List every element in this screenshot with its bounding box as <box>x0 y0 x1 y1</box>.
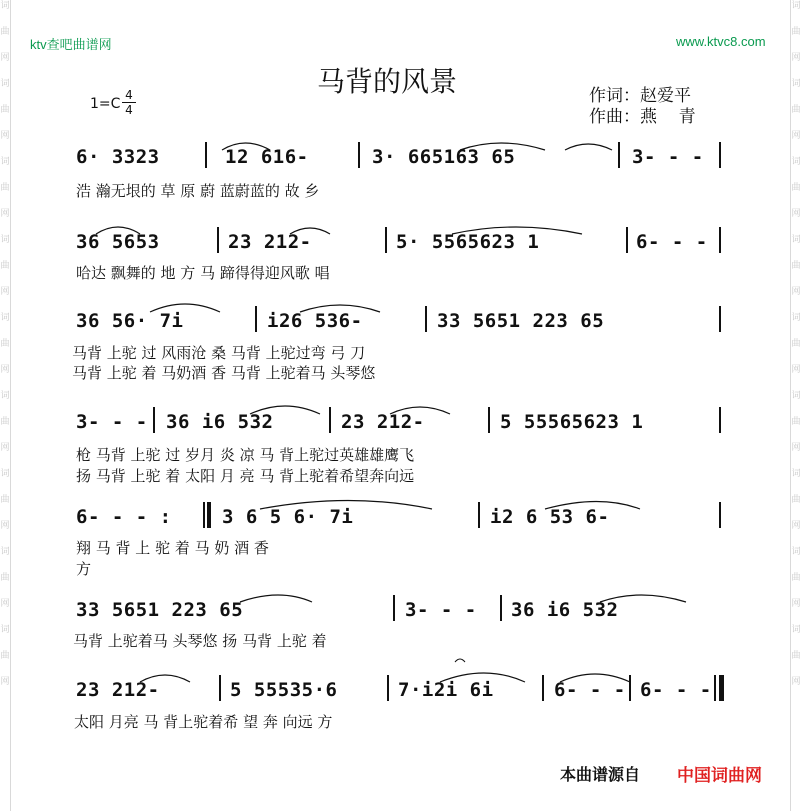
barline <box>719 502 721 528</box>
lyrics-r1: 浩 瀚无垠的 草 原 蔚 蓝蔚蓝的 故 乡 <box>76 182 320 200</box>
barline <box>719 142 721 168</box>
measure-r7-m2: 5 55535·6 <box>230 679 338 701</box>
measure-r1-m1: 6· 3323 <box>76 146 160 168</box>
side-char: 词 <box>791 1 801 11</box>
right-watermark-strip <box>790 0 801 811</box>
measure-r6-m2: 3- - - <box>405 599 477 621</box>
measure-r7-m4: 6- - - <box>554 679 626 701</box>
left-watermark-strip <box>0 0 11 811</box>
lyrics-r4-verse2: 扬 马背 上驼 着 太阳 月 亮 马 背上驼着希望奔向远 <box>76 467 415 485</box>
side-char: 词 <box>0 625 10 635</box>
side-char: 网 <box>0 677 10 687</box>
measure-r1-m2: 12 616- <box>225 146 309 168</box>
side-char: 网 <box>0 443 10 453</box>
lyricist: 作词：赵爱平 <box>589 86 691 106</box>
side-char: 曲 <box>0 183 10 193</box>
side-char: 词 <box>0 391 10 401</box>
time-bottom: 4 <box>125 103 133 117</box>
measure-r3-m3: 33 5651 223 65 <box>437 310 605 332</box>
barline <box>500 595 502 621</box>
measure-r1-m4: 3- - - <box>632 146 704 168</box>
credits <box>589 86 696 128</box>
slur <box>455 659 465 662</box>
measure-r3-m2: i26 536- <box>267 310 363 332</box>
side-char: 曲 <box>0 27 10 37</box>
side-char: 网 <box>791 131 801 141</box>
measure-r6-m1: 33 5651 223 65 <box>76 599 244 621</box>
time-top: 4 <box>125 88 133 102</box>
barline <box>626 227 628 253</box>
side-char: 曲 <box>0 261 10 271</box>
side-char: 网 <box>0 365 10 375</box>
measure-r7-m5: 6- - - <box>640 679 712 701</box>
barline <box>719 407 721 433</box>
side-char: 词 <box>791 625 801 635</box>
measure-r1-m3: 3· 665163 65 <box>372 146 516 168</box>
side-char: 词 <box>0 547 10 557</box>
side-char: 曲 <box>791 495 801 505</box>
composer: 作曲：燕 青 <box>589 107 696 127</box>
barline <box>153 407 155 433</box>
measure-r5-m2: 3 6 5 6· 7i <box>222 506 354 528</box>
barline <box>425 306 427 332</box>
side-char: 曲 <box>791 27 801 37</box>
footer-source-label: 本曲谱源自 <box>560 765 641 784</box>
side-char: 网 <box>791 287 801 297</box>
measure-r4-m3: 23 212- <box>341 411 425 433</box>
side-char: 网 <box>0 53 10 63</box>
time-signature <box>122 89 136 116</box>
measure-r2-m1: 36 5653 <box>76 231 160 253</box>
side-char: 词 <box>0 313 10 323</box>
side-char: 词 <box>791 547 801 557</box>
repeat-barline <box>203 502 205 528</box>
barline <box>219 675 221 701</box>
side-char: 词 <box>0 1 10 11</box>
side-char: 网 <box>791 209 801 219</box>
side-char: 网 <box>0 131 10 141</box>
side-char: 网 <box>791 599 801 609</box>
barline <box>629 675 631 701</box>
measure-r6-m3: 36 i6 532 <box>511 599 619 621</box>
barline <box>478 502 480 528</box>
slur <box>565 144 612 150</box>
side-char: 曲 <box>0 417 10 427</box>
lyrics-r2: 哈达 飘舞的 地 方 马 蹄得得迎风歌 唱 <box>76 264 330 282</box>
barline <box>329 407 331 433</box>
side-char: 词 <box>0 469 10 479</box>
barline <box>719 306 721 332</box>
final-barline-thin <box>714 675 716 701</box>
repeat-barline-thick <box>207 502 211 528</box>
site-link-left[interactable]: ktv查吧曲谱网 <box>30 37 112 52</box>
side-char: 曲 <box>791 105 801 115</box>
lyrics-r3-verse2: 马背 上驼 着 马奶酒 香 马背 上驼着马 头琴悠 <box>72 364 376 382</box>
side-char: 网 <box>0 521 10 531</box>
side-char: 网 <box>0 599 10 609</box>
slur <box>240 595 312 602</box>
final-barline-thick <box>719 675 724 701</box>
barline <box>217 227 219 253</box>
measure-r4-m2: 36 i6 532 <box>166 411 274 433</box>
barline <box>488 407 490 433</box>
barline <box>387 675 389 701</box>
barline <box>358 142 360 168</box>
measure-r5-m1: 6- - - : <box>76 506 172 528</box>
key-signature: 1=C <box>90 96 121 112</box>
site-link-right[interactable]: www.ktvc8.com <box>676 34 766 49</box>
side-char: 词 <box>791 391 801 401</box>
barline <box>205 142 207 168</box>
side-char: 曲 <box>0 339 10 349</box>
side-char: 词 <box>791 157 801 167</box>
measure-r5-m3: i2 6 53 6- <box>490 506 610 528</box>
measure-r7-m1: 23 212- <box>76 679 160 701</box>
side-char: 曲 <box>791 651 801 661</box>
side-char: 词 <box>791 79 801 89</box>
side-char: 网 <box>791 443 801 453</box>
side-char: 词 <box>0 235 10 245</box>
side-char: 网 <box>791 365 801 375</box>
lyrics-r4-verse1: 枪 马背 上驼 过 岁月 炎 凉 马 背上驼过英雄雄鹰飞 <box>76 446 415 464</box>
measure-r3-m1: 36 56· 7i <box>76 310 184 332</box>
side-char: 网 <box>791 53 801 63</box>
barline <box>542 675 544 701</box>
barline <box>385 227 387 253</box>
lyrics-r5-verse2: 方 <box>76 560 92 578</box>
barline <box>618 142 620 168</box>
lyrics-r6: 马背 上驼着马 头琴悠 扬 马背 上驼 着 <box>73 632 327 650</box>
side-char: 曲 <box>0 573 10 583</box>
side-char: 词 <box>0 79 10 89</box>
side-char: 词 <box>0 157 10 167</box>
measure-r7-m3: 7·i2i 6i <box>398 679 494 701</box>
side-char: 曲 <box>791 339 801 349</box>
measure-r2-m4: 6- - - <box>636 231 708 253</box>
measure-r2-m3: 5· 5565623 1 <box>396 231 540 253</box>
side-char: 网 <box>0 209 10 219</box>
song-title: 马背的风景 <box>317 65 458 98</box>
side-char: 曲 <box>791 183 801 193</box>
side-char: 曲 <box>0 495 10 505</box>
side-char: 词 <box>791 469 801 479</box>
side-char: 网 <box>791 677 801 687</box>
barline <box>719 227 721 253</box>
side-char: 词 <box>791 235 801 245</box>
measure-r4-m4: 5 55565623 1 <box>500 411 644 433</box>
side-char: 曲 <box>791 417 801 427</box>
barline <box>255 306 257 332</box>
lyrics-r7: 太阳 月亮 马 背上驼着希 望 奔 向远 方 <box>74 713 333 731</box>
side-char: 网 <box>0 287 10 297</box>
side-char: 曲 <box>0 105 10 115</box>
measure-r4-m1: 3- - - <box>76 411 148 433</box>
side-char: 网 <box>791 521 801 531</box>
measure-r2-m2: 23 212- <box>228 231 312 253</box>
lyrics-r3-verse1: 马背 上驼 过 风雨沧 桑 马背 上驼过弯 弓 刀 <box>72 344 366 362</box>
footer-source-site[interactable]: 中国词曲网 <box>677 766 762 786</box>
barline <box>393 595 395 621</box>
side-char: 曲 <box>791 261 801 271</box>
side-char: 曲 <box>791 573 801 583</box>
side-char: 曲 <box>0 651 10 661</box>
side-char: 词 <box>791 313 801 323</box>
lyrics-r5-verse1: 翔 马 背 上 驼 着 马 奶 酒 香 <box>76 539 269 557</box>
